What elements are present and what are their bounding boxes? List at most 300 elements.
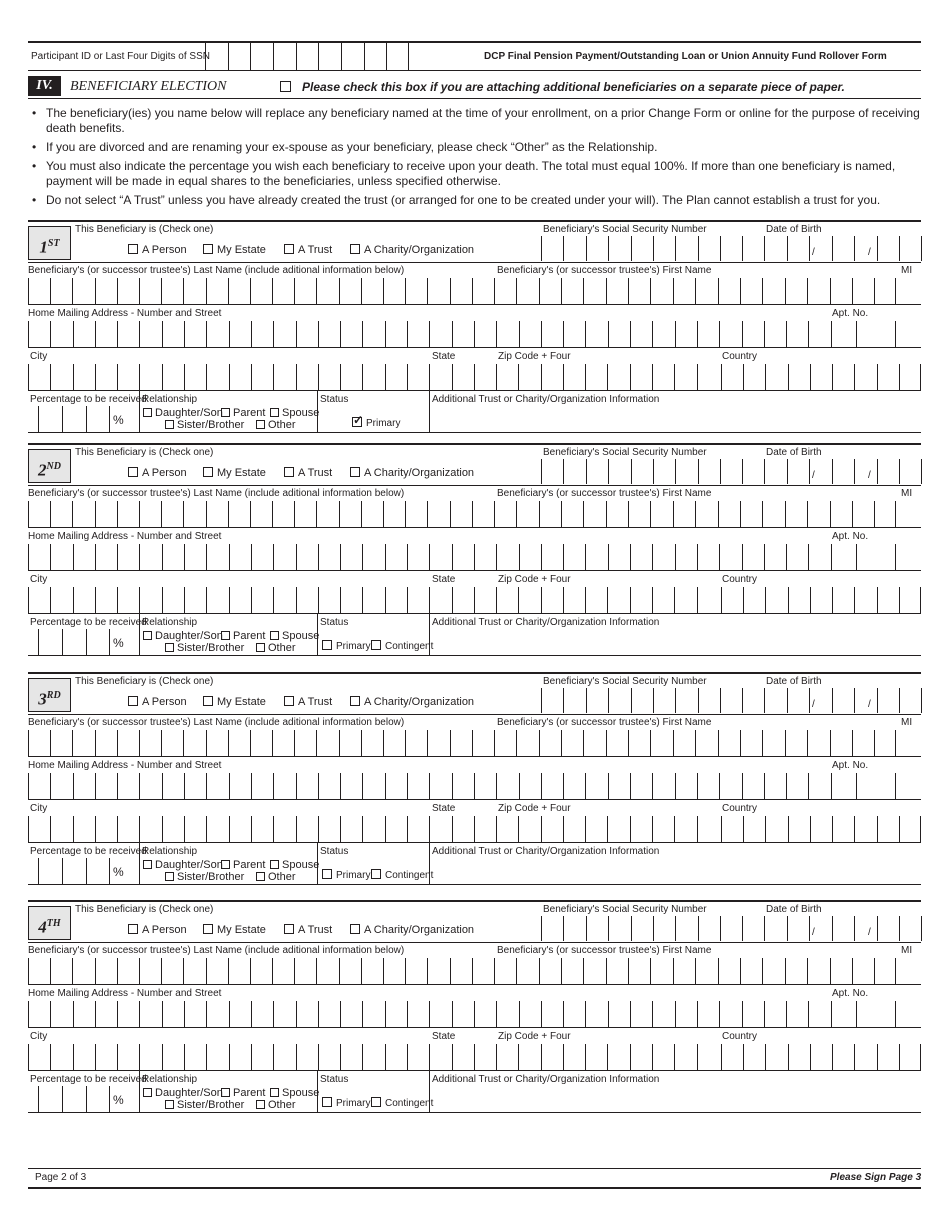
input-cell[interactable] [877, 587, 899, 613]
status-primary-option[interactable]: ✓Primary [352, 417, 400, 429]
input-cell[interactable] [73, 544, 95, 570]
input-cell[interactable] [95, 816, 117, 842]
rel-sibling-option[interactable]: Sister/Brother [165, 1099, 244, 1111]
input-cell[interactable] [273, 1001, 295, 1027]
input-cell[interactable] [340, 364, 362, 390]
rel-parent-option[interactable]: Parent [221, 407, 265, 419]
input-cell[interactable] [183, 730, 205, 756]
input-cell[interactable] [474, 587, 496, 613]
input-cell[interactable] [786, 1001, 808, 1027]
city-state-zip-field[interactable] [28, 1044, 922, 1070]
input-cell[interactable] [721, 1044, 743, 1070]
input-cell[interactable] [765, 364, 787, 390]
dob-field[interactable] [764, 236, 922, 261]
rel-spouse-option[interactable]: Spouse [270, 859, 319, 871]
input-cell[interactable] [407, 1001, 429, 1027]
rel-parent-checkbox[interactable] [221, 408, 230, 417]
input-cell[interactable] [251, 1001, 273, 1027]
input-cell[interactable] [73, 587, 95, 613]
rel-child-checkbox[interactable] [143, 1088, 152, 1097]
input-cell[interactable] [721, 364, 743, 390]
status-contingent-checkbox[interactable] [371, 640, 381, 650]
input-cell[interactable] [28, 321, 50, 347]
input-cell[interactable] [184, 1001, 206, 1027]
input-cell[interactable] [28, 1044, 50, 1070]
input-cell[interactable] [339, 958, 361, 984]
input-cell[interactable] [139, 1001, 161, 1027]
input-cell[interactable] [273, 321, 295, 347]
input-cell[interactable] [273, 587, 295, 613]
input-cell[interactable] [229, 587, 251, 613]
input-cell[interactable] [28, 730, 50, 756]
input-cell[interactable] [251, 1044, 273, 1070]
input-cell[interactable] [652, 816, 674, 842]
input-cell[interactable] [452, 544, 474, 570]
input-cell[interactable] [339, 278, 361, 304]
input-cell[interactable] [385, 773, 407, 799]
input-cell[interactable] [852, 730, 874, 756]
input-cell[interactable] [296, 544, 318, 570]
input-cell[interactable] [407, 364, 429, 390]
type-charity-option[interactable]: A Charity/Organization [350, 467, 474, 479]
type-person-checkbox[interactable] [128, 696, 138, 706]
input-cell[interactable] [518, 1044, 540, 1070]
input-cell[interactable] [518, 587, 540, 613]
input-cell[interactable] [117, 544, 139, 570]
input-cell[interactable] [139, 958, 161, 984]
input-cell[interactable] [184, 816, 206, 842]
input-cell[interactable] [607, 587, 629, 613]
input-cell[interactable] [630, 364, 652, 390]
input-cell[interactable] [95, 587, 117, 613]
type-trust-checkbox[interactable] [284, 924, 294, 934]
input-cell[interactable] [206, 1001, 228, 1027]
input-cell[interactable] [250, 501, 272, 527]
input-cell[interactable] [831, 544, 856, 570]
input-cell[interactable] [73, 364, 95, 390]
input-cell[interactable] [518, 364, 540, 390]
input-cell[interactable] [563, 587, 585, 613]
ssn-field[interactable] [541, 916, 743, 941]
input-cell[interactable] [852, 278, 874, 304]
input-cell[interactable] [28, 816, 50, 842]
input-cell[interactable] [117, 278, 139, 304]
input-cell[interactable] [675, 321, 697, 347]
input-cell[interactable] [675, 544, 697, 570]
input-cell[interactable] [117, 730, 139, 756]
input-cell[interactable] [362, 544, 384, 570]
input-cell[interactable] [407, 587, 429, 613]
input-cell[interactable] [73, 1044, 95, 1070]
input-cell[interactable] [251, 321, 273, 347]
input-cell[interactable] [496, 1001, 518, 1027]
input-cell[interactable] [650, 958, 672, 984]
input-cell[interactable] [608, 544, 630, 570]
input-cell[interactable] [764, 1001, 786, 1027]
input-cell[interactable] [50, 544, 72, 570]
input-cell[interactable] [117, 958, 139, 984]
input-cell[interactable] [28, 501, 50, 527]
input-cell[interactable] [832, 1044, 854, 1070]
input-cell[interactable] [294, 958, 316, 984]
input-cell[interactable] [50, 501, 72, 527]
type-charity-option[interactable]: A Charity/Organization [350, 244, 474, 256]
rel-child-checkbox[interactable] [143, 860, 152, 869]
input-cell[interactable] [407, 816, 429, 842]
input-cell[interactable] [251, 364, 273, 390]
input-cell[interactable] [362, 773, 384, 799]
input-cell[interactable] [652, 587, 674, 613]
input-cell[interactable] [73, 816, 95, 842]
input-cell[interactable] [251, 544, 273, 570]
input-cell[interactable] [719, 544, 741, 570]
input-cell[interactable] [228, 730, 250, 756]
input-cell[interactable] [183, 958, 205, 984]
input-cell[interactable] [206, 544, 228, 570]
input-cell[interactable] [877, 816, 899, 842]
input-cell[interactable] [452, 1001, 474, 1027]
input-cell[interactable] [452, 364, 474, 390]
input-cell[interactable] [250, 958, 272, 984]
input-cell[interactable] [630, 1044, 652, 1070]
input-cell[interactable] [561, 730, 583, 756]
input-cell[interactable] [650, 501, 672, 527]
input-cell[interactable] [162, 1001, 184, 1027]
input-cell[interactable] [695, 958, 717, 984]
input-cell[interactable] [28, 278, 50, 304]
input-cell[interactable] [294, 730, 316, 756]
input-cell[interactable] [318, 816, 340, 842]
rel-parent-option[interactable]: Parent [221, 859, 265, 871]
input-cell[interactable] [162, 816, 184, 842]
input-cell[interactable] [117, 773, 139, 799]
additional-info-field[interactable] [430, 1086, 921, 1112]
input-cell[interactable] [765, 1044, 787, 1070]
input-cell[interactable] [405, 730, 427, 756]
input-cell[interactable] [272, 958, 294, 984]
input-cell[interactable] [429, 364, 451, 390]
rel-child-option[interactable]: Daughter/Son [143, 630, 223, 642]
input-cell[interactable] [764, 321, 786, 347]
rel-spouse-option[interactable]: Spouse [270, 407, 319, 419]
input-cell[interactable] [607, 1044, 629, 1070]
input-cell[interactable] [585, 1001, 607, 1027]
input-cell[interactable] [695, 501, 717, 527]
status-primary-checkbox[interactable] [352, 417, 362, 427]
input-cell[interactable] [362, 1044, 384, 1070]
input-cell[interactable] [362, 321, 384, 347]
input-cell[interactable] [474, 544, 496, 570]
input-cell[interactable] [472, 958, 494, 984]
input-cell[interactable] [429, 544, 451, 570]
input-cell[interactable] [316, 730, 338, 756]
input-cell[interactable] [541, 587, 563, 613]
rel-sibling-checkbox[interactable] [165, 420, 174, 429]
input-cell[interactable] [117, 1001, 139, 1027]
input-cell[interactable] [452, 1044, 474, 1070]
input-cell[interactable] [139, 1044, 161, 1070]
input-cell[interactable] [831, 1001, 856, 1027]
status-primary-option[interactable]: Primary [322, 640, 370, 652]
rel-sibling-option[interactable]: Sister/Brother [165, 642, 244, 654]
name-field[interactable] [28, 730, 922, 756]
input-cell[interactable] [697, 1001, 719, 1027]
input-cell[interactable] [139, 501, 161, 527]
input-cell[interactable] [296, 321, 318, 347]
input-cell[interactable] [250, 730, 272, 756]
input-cell[interactable] [296, 1044, 318, 1070]
input-cell[interactable] [742, 1001, 764, 1027]
input-cell[interactable] [810, 587, 832, 613]
input-cell[interactable] [361, 958, 383, 984]
input-cell[interactable] [272, 730, 294, 756]
input-cell[interactable] [832, 816, 854, 842]
input-cell[interactable] [563, 321, 585, 347]
input-cell[interactable] [405, 958, 427, 984]
input-cell[interactable] [494, 958, 516, 984]
input-cell[interactable] [785, 958, 807, 984]
input-cell[interactable] [718, 958, 740, 984]
input-cell[interactable] [474, 1001, 496, 1027]
input-cell[interactable] [785, 278, 807, 304]
input-cell[interactable] [563, 1044, 585, 1070]
input-cell[interactable] [340, 1044, 362, 1070]
input-cell[interactable] [762, 501, 784, 527]
input-cell[interactable] [673, 501, 695, 527]
input-cell[interactable] [608, 321, 630, 347]
input-cell[interactable] [318, 587, 340, 613]
input-cell[interactable] [385, 587, 407, 613]
input-cell[interactable] [808, 544, 830, 570]
input-cell[interactable] [407, 544, 429, 570]
input-cell[interactable] [652, 364, 674, 390]
input-cell[interactable] [452, 321, 474, 347]
input-cell[interactable] [296, 587, 318, 613]
dob-field[interactable] [764, 459, 922, 484]
rel-other-checkbox[interactable] [256, 1100, 265, 1109]
input-cell[interactable] [427, 730, 449, 756]
input-cell[interactable] [296, 364, 318, 390]
input-cell[interactable] [628, 278, 650, 304]
input-cell[interactable] [50, 278, 72, 304]
input-cell[interactable] [50, 816, 72, 842]
address-field[interactable] [28, 321, 922, 347]
input-cell[interactable] [117, 364, 139, 390]
input-cell[interactable] [541, 1044, 563, 1070]
input-cell[interactable] [318, 544, 340, 570]
input-cell[interactable] [652, 1044, 674, 1070]
input-cell[interactable] [695, 278, 717, 304]
type-estate-checkbox[interactable] [203, 467, 213, 477]
status-contingent-checkbox[interactable] [371, 869, 381, 879]
input-cell[interactable] [183, 278, 205, 304]
input-cell[interactable] [541, 364, 563, 390]
input-cell[interactable] [251, 773, 273, 799]
input-cell[interactable] [139, 544, 161, 570]
input-cell[interactable] [541, 816, 563, 842]
input-cell[interactable] [630, 544, 652, 570]
input-cell[interactable] [316, 278, 338, 304]
rel-other-option[interactable]: Other [256, 871, 296, 883]
input-cell[interactable] [162, 321, 184, 347]
input-cell[interactable] [385, 544, 407, 570]
input-cell[interactable] [228, 958, 250, 984]
input-cell[interactable] [785, 501, 807, 527]
input-cell[interactable] [786, 321, 808, 347]
input-cell[interactable] [139, 364, 161, 390]
input-cell[interactable] [673, 278, 695, 304]
rel-other-option[interactable]: Other [256, 419, 296, 431]
input-cell[interactable] [606, 278, 628, 304]
input-cell[interactable] [72, 278, 94, 304]
input-cell[interactable] [427, 958, 449, 984]
input-cell[interactable] [405, 501, 427, 527]
input-cell[interactable] [229, 816, 251, 842]
input-cell[interactable] [561, 501, 583, 527]
input-cell[interactable] [899, 587, 921, 613]
input-cell[interactable] [494, 730, 516, 756]
input-cell[interactable] [340, 773, 362, 799]
input-cell[interactable] [830, 501, 852, 527]
input-cell[interactable] [452, 773, 474, 799]
input-cell[interactable] [472, 730, 494, 756]
input-cell[interactable] [718, 278, 740, 304]
input-cell[interactable] [606, 501, 628, 527]
input-cell[interactable] [650, 278, 672, 304]
input-cell[interactable] [385, 816, 407, 842]
rel-sibling-option[interactable]: Sister/Brother [165, 871, 244, 883]
input-cell[interactable] [764, 773, 786, 799]
input-cell[interactable] [72, 958, 94, 984]
type-trust-checkbox[interactable] [284, 244, 294, 254]
input-cell[interactable] [273, 364, 295, 390]
input-cell[interactable] [161, 501, 183, 527]
input-cell[interactable] [652, 1001, 674, 1027]
input-cell[interactable] [318, 1044, 340, 1070]
input-cell[interactable] [788, 364, 810, 390]
input-cell[interactable] [608, 773, 630, 799]
input-cell[interactable] [95, 773, 117, 799]
input-cell[interactable] [50, 773, 72, 799]
input-cell[interactable] [652, 544, 674, 570]
input-cell[interactable] [561, 958, 583, 984]
input-cell[interactable] [539, 278, 561, 304]
input-cell[interactable] [95, 321, 117, 347]
input-cell[interactable] [854, 816, 876, 842]
input-cell[interactable] [383, 501, 405, 527]
input-cell[interactable] [650, 730, 672, 756]
type-charity-checkbox[interactable] [350, 244, 360, 254]
input-cell[interactable] [50, 1044, 72, 1070]
input-cell[interactable] [697, 816, 721, 842]
input-cell[interactable] [675, 773, 697, 799]
rel-child-checkbox[interactable] [143, 408, 152, 417]
rel-spouse-checkbox[interactable] [270, 860, 279, 869]
type-charity-checkbox[interactable] [350, 696, 360, 706]
input-cell[interactable] [899, 364, 921, 390]
ssn-field[interactable] [541, 688, 743, 713]
input-cell[interactable] [206, 1044, 228, 1070]
input-cell[interactable] [318, 364, 340, 390]
status-contingent-checkbox[interactable] [371, 1097, 381, 1107]
input-cell[interactable] [807, 278, 829, 304]
rel-sibling-checkbox[interactable] [165, 643, 174, 652]
input-cell[interactable] [139, 321, 161, 347]
city-state-zip-field[interactable] [28, 587, 922, 613]
input-cell[interactable] [697, 1044, 721, 1070]
status-contingent-option[interactable]: Contingent [371, 640, 433, 652]
input-cell[interactable] [340, 587, 362, 613]
input-cell[interactable] [762, 958, 784, 984]
input-cell[interactable] [856, 773, 896, 799]
input-cell[interactable] [583, 730, 605, 756]
input-cell[interactable] [628, 730, 650, 756]
city-state-zip-field[interactable] [28, 816, 922, 842]
input-cell[interactable] [874, 278, 896, 304]
input-cell[interactable] [740, 278, 762, 304]
rel-spouse-option[interactable]: Spouse [270, 1087, 319, 1099]
input-cell[interactable] [697, 544, 719, 570]
input-cell[interactable] [808, 773, 830, 799]
input-cell[interactable] [541, 773, 563, 799]
additional-info-field[interactable] [430, 858, 921, 884]
input-cell[interactable] [251, 587, 273, 613]
input-cell[interactable] [563, 364, 585, 390]
input-cell[interactable] [429, 816, 451, 842]
input-cell[interactable] [719, 773, 741, 799]
input-cell[interactable] [695, 730, 717, 756]
rel-other-option[interactable]: Other [256, 642, 296, 654]
status-primary-option[interactable]: Primary [322, 1097, 370, 1109]
input-cell[interactable] [162, 364, 184, 390]
type-person-option[interactable]: A Person [128, 924, 187, 936]
input-cell[interactable] [229, 321, 251, 347]
input-cell[interactable] [674, 364, 696, 390]
input-cell[interactable] [563, 1001, 585, 1027]
input-cell[interactable] [740, 730, 762, 756]
rel-spouse-checkbox[interactable] [270, 631, 279, 640]
input-cell[interactable] [452, 587, 474, 613]
input-cell[interactable] [674, 816, 696, 842]
input-cell[interactable] [856, 544, 896, 570]
input-cell[interactable] [810, 816, 832, 842]
input-cell[interactable] [50, 958, 72, 984]
type-charity-checkbox[interactable] [350, 924, 360, 934]
input-cell[interactable] [474, 321, 496, 347]
input-cell[interactable] [273, 1044, 295, 1070]
input-cell[interactable] [206, 958, 228, 984]
input-cell[interactable] [831, 773, 856, 799]
status-primary-checkbox[interactable] [322, 1097, 332, 1107]
type-estate-option[interactable]: My Estate [203, 696, 266, 708]
input-cell[interactable] [697, 321, 719, 347]
input-cell[interactable] [630, 1001, 652, 1027]
input-cell[interactable] [362, 816, 384, 842]
input-cell[interactable] [250, 278, 272, 304]
input-cell[interactable] [785, 730, 807, 756]
input-cell[interactable] [340, 1001, 362, 1027]
input-cell[interactable] [719, 321, 741, 347]
ssn-field[interactable] [541, 236, 743, 261]
input-cell[interactable] [583, 501, 605, 527]
type-trust-option[interactable]: A Trust [284, 467, 332, 479]
input-cell[interactable] [583, 278, 605, 304]
input-cell[interactable] [539, 730, 561, 756]
input-cell[interactable] [583, 958, 605, 984]
input-cell[interactable] [807, 958, 829, 984]
type-charity-checkbox[interactable] [350, 467, 360, 477]
name-field[interactable] [28, 501, 922, 527]
